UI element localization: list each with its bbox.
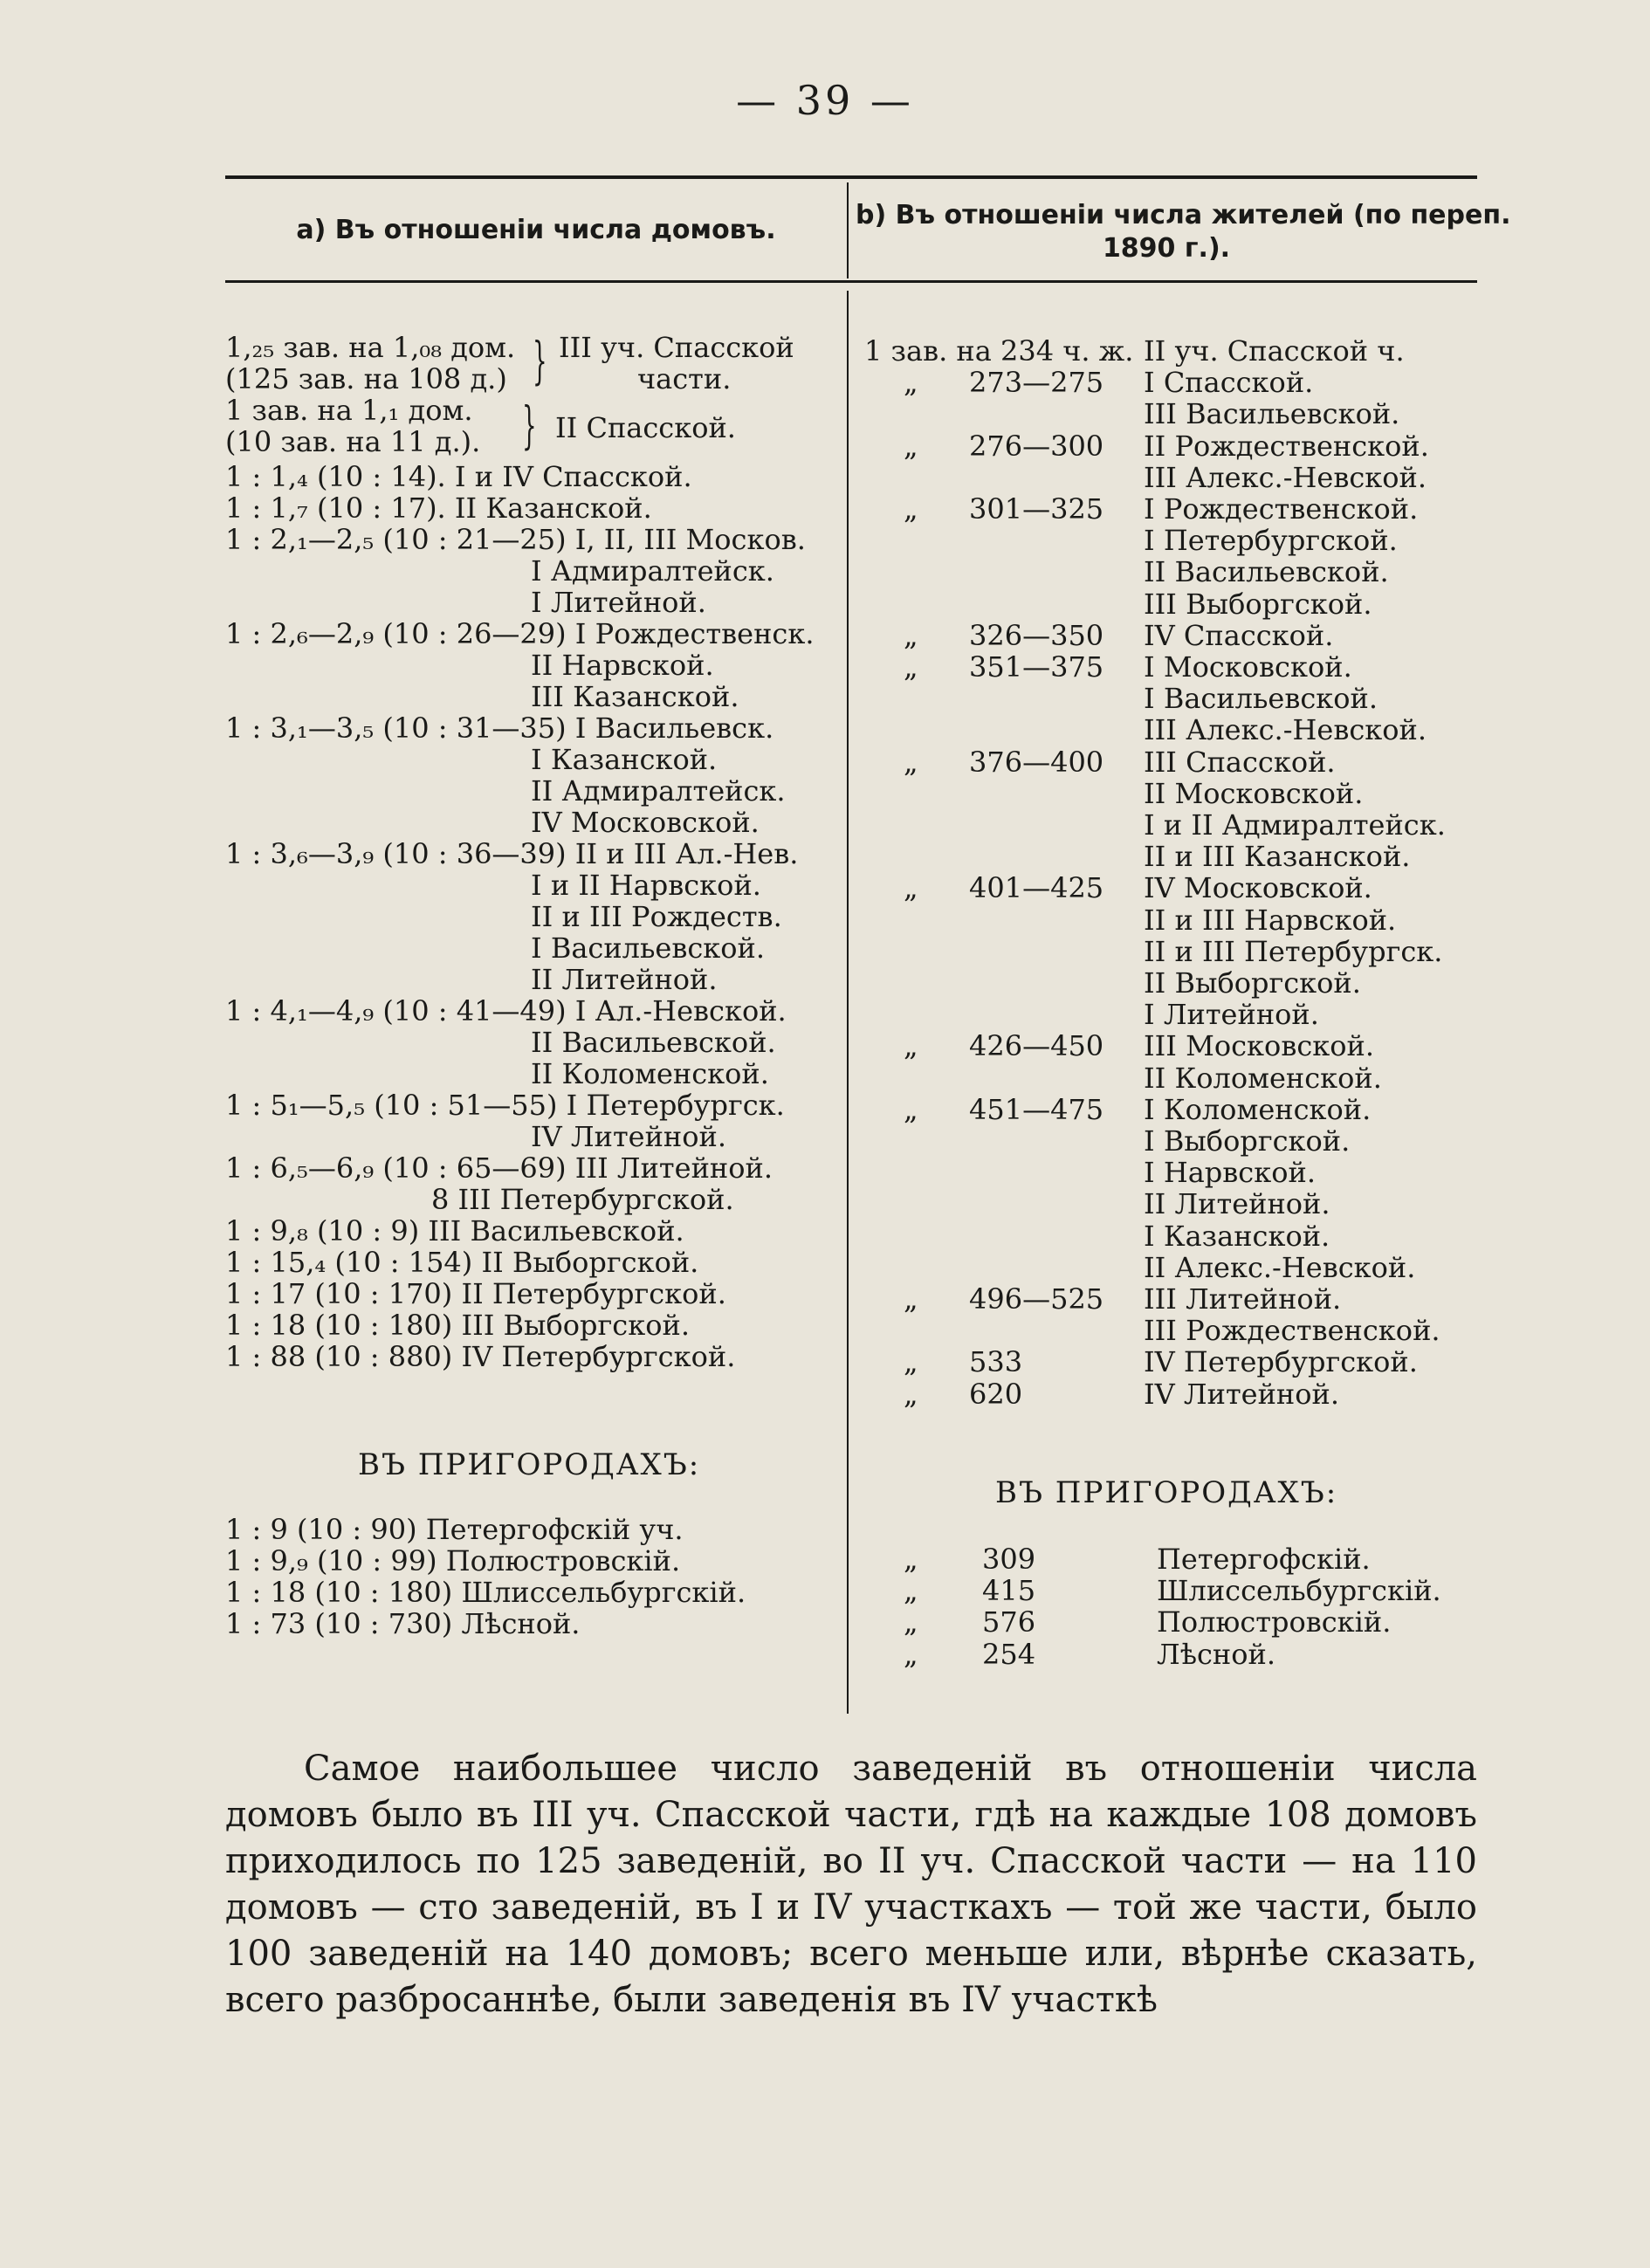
table-column-divider xyxy=(847,291,849,1714)
right-row-range: 451—475 xyxy=(969,1093,1104,1126)
right-row-district: I Выборгской. xyxy=(1144,1124,1351,1158)
right-row-ditto: „ xyxy=(904,1378,918,1411)
left-row: 1 : 17 (10 : 170) II Петербургской. xyxy=(225,1277,726,1310)
right-suburb-name: Петергофскій. xyxy=(1157,1543,1371,1576)
left-suburbs-title: ВЪ ПРИГОРОДАХЪ: xyxy=(358,1447,701,1482)
left-suburb-row: 1 : 18 (10 : 180) Шлиссельбургскій. xyxy=(225,1576,746,1609)
left-suburb-row: 1 : 9,₉ (10 : 99) Полюстровскій. xyxy=(225,1544,681,1577)
right-suburb-count: 254 xyxy=(982,1638,1036,1671)
right-row-ditto: „ xyxy=(904,1093,918,1126)
left-row: 1 : 1,₄ (10 : 14). I и IV Спасской. xyxy=(225,460,692,493)
right-row-range: 376—400 xyxy=(969,746,1104,779)
right-row-district: II и III Петербургск. xyxy=(1144,935,1443,968)
header-top-rule xyxy=(225,175,1477,179)
right-suburb-ditto: „ xyxy=(904,1638,918,1671)
left-row: 1 : 4,₁—4,₉ (10 : 41—49) I Ал.-Невской. xyxy=(225,994,787,1027)
right-row-district: I Литейной. xyxy=(1144,998,1319,1031)
right-row-range: 533 xyxy=(969,1345,1023,1378)
right-row-district: II Коломенской. xyxy=(1144,1062,1382,1095)
right-row-district: I Рождественской. xyxy=(1144,492,1419,526)
right-row-district: II Московской. xyxy=(1144,777,1364,810)
left-row: 1 : 18 (10 : 180) III Выборгской. xyxy=(225,1309,690,1342)
right-row-district: IV Литейной. xyxy=(1144,1378,1340,1411)
right-row-district: I Петербургской. xyxy=(1144,524,1398,557)
right-suburb-name: Полюстровскій. xyxy=(1157,1605,1392,1639)
right-row-district: III Литейной. xyxy=(1144,1282,1342,1316)
column-b-header-line1: b) Въ отношеніи числа жителей (по переп. xyxy=(856,200,1511,230)
left-row: 1 : 9,₈ (10 : 9) III Васильевской. xyxy=(225,1214,684,1247)
right-row-ditto: „ xyxy=(904,1029,918,1062)
right-row-district: I Нарвской. xyxy=(1144,1156,1316,1189)
left-row: 1 : 3,₆—3,₉ (10 : 36—39) II и III Ал.-Нев. xyxy=(225,837,799,870)
right-row-range: 301—325 xyxy=(969,492,1104,526)
right-row-district: II Васильевской. xyxy=(1144,555,1389,588)
left-row: IV Московской. xyxy=(531,806,760,839)
left-row-0a: 1,₂₅ зав. на 1,₀₈ дом. xyxy=(225,331,516,364)
right-row-district: II Выборгской. xyxy=(1144,966,1361,1000)
left-row: 1 : 2,₆—2,₉ (10 : 26—29) I Рождественск. xyxy=(225,617,815,650)
right-row-range: 1 зав. на 234 ч. ж. xyxy=(864,334,1134,368)
right-row-range: 426—450 xyxy=(969,1029,1104,1062)
right-row-range: 326—350 xyxy=(969,619,1104,652)
left-row: 1 : 2,₁—2,₅ (10 : 21—25) I, II, III Москов. xyxy=(225,523,806,556)
left-row: 8 III Петербургской. xyxy=(431,1183,734,1216)
left-row-0c: III уч. Спасской xyxy=(559,331,794,364)
right-row-district: III Васильевской. xyxy=(1144,397,1400,430)
right-row-ditto: „ xyxy=(904,871,918,904)
right-row-ditto: „ xyxy=(904,1345,918,1378)
left-row-1c: II Спасской. xyxy=(555,411,736,444)
right-suburb-ditto: „ xyxy=(904,1605,918,1639)
right-row-district: II Рождественской. xyxy=(1144,430,1429,463)
right-row-district: IV Спасской. xyxy=(1144,619,1334,652)
left-row: 1 : 3,₁—3,₅ (10 : 31—35) I Васильевск. xyxy=(225,711,774,745)
right-row-district: II Литейной. xyxy=(1144,1187,1330,1220)
paragraph-text: Самое наибольшее число заведеній въ отношеніи числа домовъ было въ III уч. Спасской части, гдѣ на каждые 108 домовъ приходилось по 125 заведеній, во II уч. Спасской части — на 110 домовъ — сто заведеній, въ I и IV участкахъ — той же части, было 100 заведеній на 140 домовъ; всего меньше или, вѣрнѣе сказать, всего разбросаннѣе, были заведенія въ IV участкѣ xyxy=(225,1749,1477,2020)
left-row: II Нарвской. xyxy=(531,649,714,682)
column-b-header-line2: 1890 г.). xyxy=(1102,233,1231,264)
right-row-range: 276—300 xyxy=(969,430,1104,463)
right-suburbs-title: ВЪ ПРИГОРОДАХЪ: xyxy=(995,1475,1338,1510)
left-row: I Казанской. xyxy=(531,743,718,776)
right-suburb-ditto: „ xyxy=(904,1574,918,1607)
right-suburb-count: 309 xyxy=(982,1543,1036,1576)
left-row: I Адмиралтейск. xyxy=(531,554,774,588)
right-row-district: I Спасской. xyxy=(1144,366,1314,399)
right-row-district: I и II Адмиралтейск. xyxy=(1144,808,1446,842)
right-row-district: III Рождественской. xyxy=(1144,1314,1440,1347)
left-row-1-brace: } xyxy=(522,395,537,455)
left-row: 1 : 5₁—5,₅ (10 : 51—55) I Петербургск. xyxy=(225,1089,785,1122)
right-row-range: 496—525 xyxy=(969,1282,1104,1316)
right-row-district: III Московской. xyxy=(1144,1029,1375,1062)
header-bottom-rule xyxy=(225,280,1477,283)
right-suburb-name: Лѣсной. xyxy=(1157,1638,1276,1671)
right-row-ditto: „ xyxy=(904,746,918,779)
left-row: II Васильевской. xyxy=(531,1026,776,1059)
right-suburb-ditto: „ xyxy=(904,1543,918,1576)
right-suburb-name: Шлиссельбургскій. xyxy=(1157,1574,1441,1607)
header-divider xyxy=(847,182,849,278)
left-row-1a: 1 зав. на 1,₁ дом. xyxy=(225,394,473,427)
right-row-ditto: „ xyxy=(904,650,918,684)
left-row: II Литейной. xyxy=(531,963,718,996)
left-row-0-brace: } xyxy=(533,331,547,390)
left-row-0d: части. xyxy=(637,362,732,395)
left-row: I Васильевской. xyxy=(531,931,766,965)
left-row-0b: (125 зав. на 108 д.) xyxy=(225,362,507,395)
left-row: IV Литейной. xyxy=(531,1120,727,1153)
right-row-ditto: „ xyxy=(904,619,918,652)
left-row: III Казанской. xyxy=(531,680,739,713)
right-row-district: II Алекс.-Невской. xyxy=(1144,1251,1416,1284)
right-row-district: I Коломенской. xyxy=(1144,1093,1372,1126)
left-row: 1 : 1,₇ (10 : 17). II Казанской. xyxy=(225,491,652,525)
right-row-range: 401—425 xyxy=(969,871,1104,904)
right-row-range: 351—375 xyxy=(969,650,1104,684)
right-row-district: II и III Казанской. xyxy=(1144,840,1411,873)
left-row: I Литейной. xyxy=(531,586,706,619)
right-row-district: III Алекс.-Невской. xyxy=(1144,713,1427,746)
right-row-district: III Алекс.-Невской. xyxy=(1144,461,1427,494)
right-row-district: II уч. Спасской ч. xyxy=(1144,334,1405,368)
right-row-range: 273—275 xyxy=(969,366,1104,399)
body-paragraph xyxy=(225,1746,1477,2024)
left-suburb-row: 1 : 9 (10 : 90) Петергофскій уч. xyxy=(225,1513,684,1546)
left-row: II Адмиралтейск. xyxy=(531,774,786,808)
right-suburb-count: 415 xyxy=(982,1574,1036,1607)
right-row-district: III Выборгской. xyxy=(1144,588,1372,621)
right-row-district: I Московской. xyxy=(1144,650,1352,684)
right-row-district: I Казанской. xyxy=(1144,1220,1330,1253)
left-row-1b: (10 зав. на 11 д.). xyxy=(225,425,481,458)
right-row-district: II и III Нарвской. xyxy=(1144,904,1397,937)
left-row: II и III Рождеств. xyxy=(531,900,782,933)
right-row-district: IV Петербургской. xyxy=(1144,1345,1418,1378)
right-row-ditto: „ xyxy=(904,430,918,463)
right-suburb-count: 576 xyxy=(982,1605,1036,1639)
right-row-ditto: „ xyxy=(904,366,918,399)
left-row: 1 : 6,₅—6,₉ (10 : 65—69) III Литейной. xyxy=(225,1151,773,1185)
right-row-ditto: „ xyxy=(904,1282,918,1316)
left-row: 1 : 15,₄ (10 : 154) II Выборгской. xyxy=(225,1246,699,1279)
left-row: 1 : 88 (10 : 880) IV Петербургской. xyxy=(225,1340,736,1373)
right-row-district: I Васильевской. xyxy=(1144,682,1378,715)
right-row-range: 620 xyxy=(969,1378,1023,1411)
left-row: II Коломенской. xyxy=(531,1057,769,1090)
right-row-district: III Спасской. xyxy=(1144,746,1336,779)
right-row-ditto: „ xyxy=(904,492,918,526)
column-a-header: a) Въ отношеніи числа домовъ. xyxy=(296,215,776,245)
page-number: — 39 — xyxy=(736,77,914,124)
left-row: I и II Нарвской. xyxy=(531,869,761,902)
right-row-district: IV Московской. xyxy=(1144,871,1372,904)
left-suburb-row: 1 : 73 (10 : 730) Лѣсной. xyxy=(225,1607,581,1640)
